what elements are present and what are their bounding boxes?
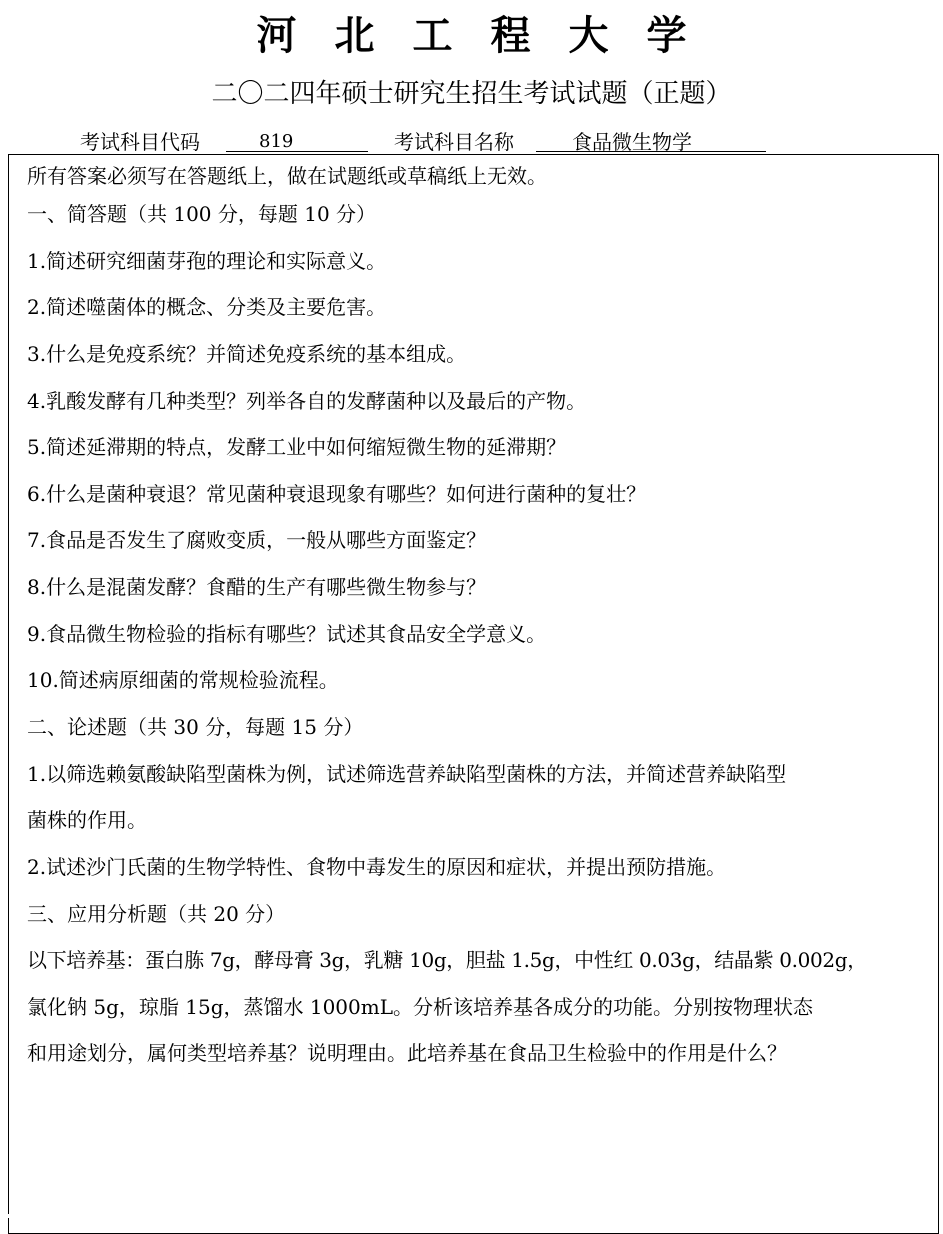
question-1-7: 7.食品是否发生了腐败变质，一般从哪些方面鉴定？ bbox=[27, 528, 487, 552]
question-1-1: 1.简述研究细菌芽孢的理论和实际意义。 bbox=[27, 249, 387, 273]
question-3-line-1: 以下培养基：蛋白胨 7g，酵母膏 3g，乳糖 10g，胆盐 1.5g，中性红 0.03g，结晶紫 0.002g， bbox=[27, 948, 867, 972]
subject-code: 819 bbox=[226, 128, 368, 152]
section-2-heading: 二、论述题（共 30 分，每题 15 分） bbox=[27, 715, 364, 739]
question-3-line-2: 氯化钠 5g，琼脂 15g，蒸馏水 1000mL。分析该培养基各成分的功能。分别按物理状态 bbox=[27, 995, 813, 1019]
question-2-2: 2.试述沙门氏菌的生物学特性、食物中毒发生的原因和症状，并提出预防措施。 bbox=[27, 855, 727, 879]
section-1-heading: 一、简答题（共 100 分，每题 10 分） bbox=[27, 202, 377, 226]
subject-info bbox=[0, 128, 943, 156]
question-3-line-3: 和用途划分，属何类型培养基？说明理由。此培养基在食品卫生检验中的作用是什么？ bbox=[27, 1041, 787, 1065]
question-1-5: 5.简述延滞期的特点，发酵工业中如何缩短微生物的延滞期？ bbox=[27, 435, 567, 459]
question-1-6: 6.什么是菌种衰退？常见菌种衰退现象有哪些？如何进行菌种的复壮？ bbox=[27, 482, 647, 506]
question-1-8: 8.什么是混菌发酵？食醋的生产有哪些微生物参与？ bbox=[27, 575, 487, 599]
question-1-9: 9.食品微生物检验的指标有哪些？试述其食品安全学意义。 bbox=[27, 622, 547, 646]
question-1-3: 3.什么是免疫系统？并简述免疫系统的基本组成。 bbox=[27, 342, 467, 366]
page-edge bbox=[0, 1214, 340, 1218]
question-1-4: 4.乳酸发酵有几种类型？列举各自的发酵菌种以及最后的产物。 bbox=[27, 389, 587, 413]
question-1-2: 2.简述噬菌体的概念、分类及主要危害。 bbox=[27, 295, 387, 319]
question-paper-box bbox=[8, 154, 939, 1234]
exam-title: 二〇二四年硕士研究生招生考试试题（正题） bbox=[211, 79, 732, 109]
subject-name: 食品微生物学 bbox=[536, 128, 766, 152]
answer-notice: 所有答案必须写在答题纸上，做在试题纸或草稿纸上无效。 bbox=[27, 164, 547, 188]
subject-code-label: 考试科目代码 bbox=[80, 130, 200, 154]
subject-name-label: 考试科目名称 bbox=[394, 130, 514, 154]
question-2-1-line-1: 1.以筛选赖氨酸缺陷型菌株为例，试述筛选营养缺陷型菌株的方法，并简述营养缺陷型 bbox=[27, 762, 787, 786]
section-3-heading: 三、应用分析题（共 20 分） bbox=[27, 902, 286, 926]
university-name: 河北工程大学 bbox=[256, 12, 725, 59]
question-1-10: 10.简述病原细菌的常规检验流程。 bbox=[27, 668, 339, 692]
question-2-1-line-2: 菌株的作用。 bbox=[27, 808, 147, 832]
